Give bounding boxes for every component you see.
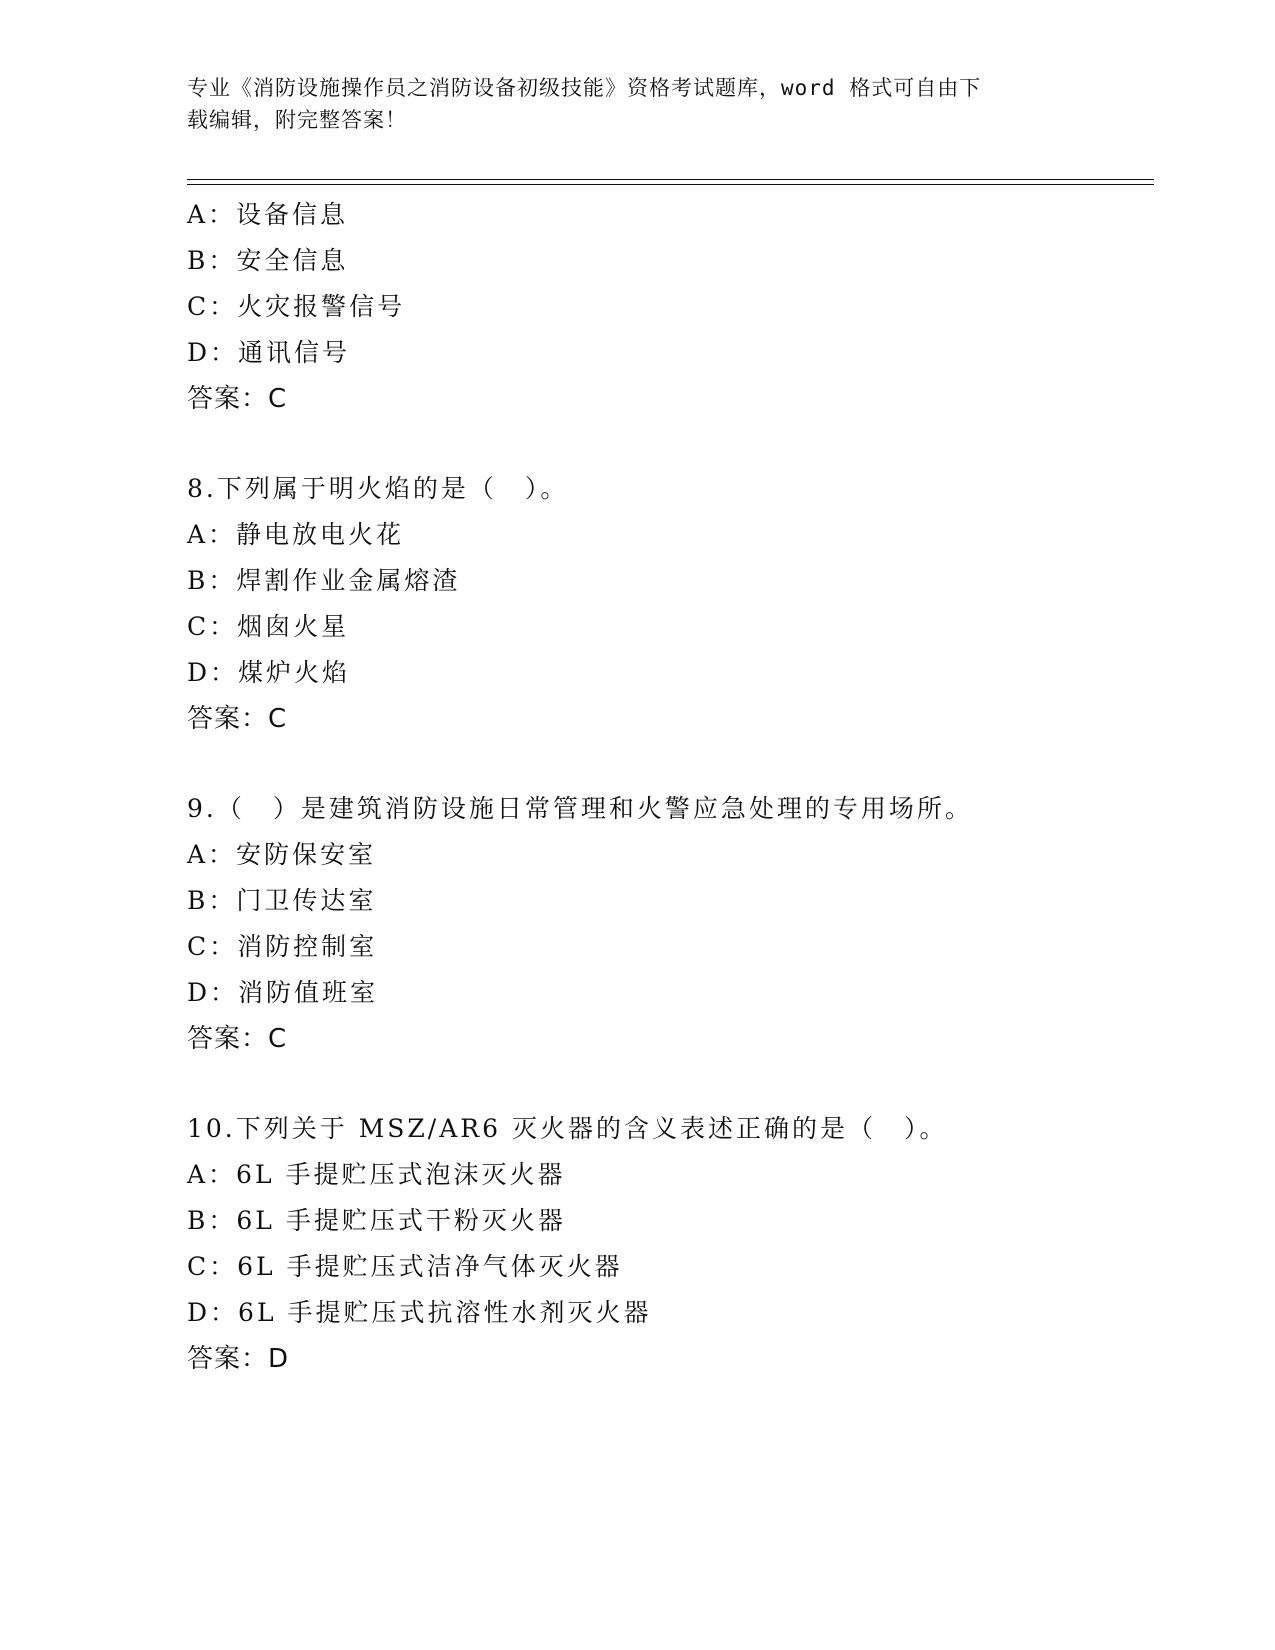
option-a: A：安防保安室: [187, 840, 377, 869]
option-b: B：6L 手提贮压式干粉灭火器: [187, 1206, 566, 1235]
document-header: [187, 72, 1067, 136]
answer-line: 答案：C: [187, 1024, 288, 1054]
question-block-10: [187, 1106, 1154, 1382]
question-block-9: [187, 786, 1154, 1062]
option-c: C：6L 手提贮压式洁净气体灭火器: [187, 1252, 623, 1281]
header-line-1: 专业《消防设施操作员之消防设备初级技能》资格考试题库，word 格式可自由下: [187, 76, 982, 100]
question-stem: 9.（ ）是建筑消防设施日常管理和火警应急处理的专用场所。: [187, 794, 973, 823]
option-c: C：火灾报警信号: [187, 292, 406, 321]
header-divider-bottom: [187, 184, 1154, 185]
header-divider-top: [187, 179, 1154, 180]
option-d: D：消防值班室: [187, 978, 379, 1007]
option-a: A：设备信息: [187, 200, 349, 229]
option-b: B：安全信息: [187, 246, 349, 275]
question-block-8: [187, 466, 1154, 742]
question-block-7: [187, 192, 1154, 422]
option-d: D：煤炉火焰: [187, 658, 351, 687]
option-b: B：门卫传达室: [187, 886, 377, 915]
question-stem: 8.下列属于明火焰的是（ ）。: [187, 474, 569, 503]
question-content: [187, 192, 1154, 1382]
answer-line: 答案：C: [187, 384, 288, 414]
answer-line: 答案：C: [187, 704, 288, 734]
option-a: A：静电放电火花: [187, 520, 405, 549]
option-c: C：消防控制室: [187, 932, 378, 961]
option-b: B：焊割作业金属熔渣: [187, 566, 461, 595]
question-stem: 10.下列关于 MSZ/AR6 灭火器的含义表述正确的是（ ）。: [187, 1114, 948, 1143]
header-line-2: 载编辑，附完整答案！: [187, 108, 407, 132]
answer-line: 答案：D: [187, 1344, 290, 1374]
option-d: D：6L 手提贮压式抗溶性水剂灭火器: [187, 1298, 652, 1327]
option-d: D：通讯信号: [187, 338, 351, 367]
option-c: C：烟囱火星: [187, 612, 350, 641]
option-a: A：6L 手提贮压式泡沫灭火器: [187, 1160, 566, 1189]
